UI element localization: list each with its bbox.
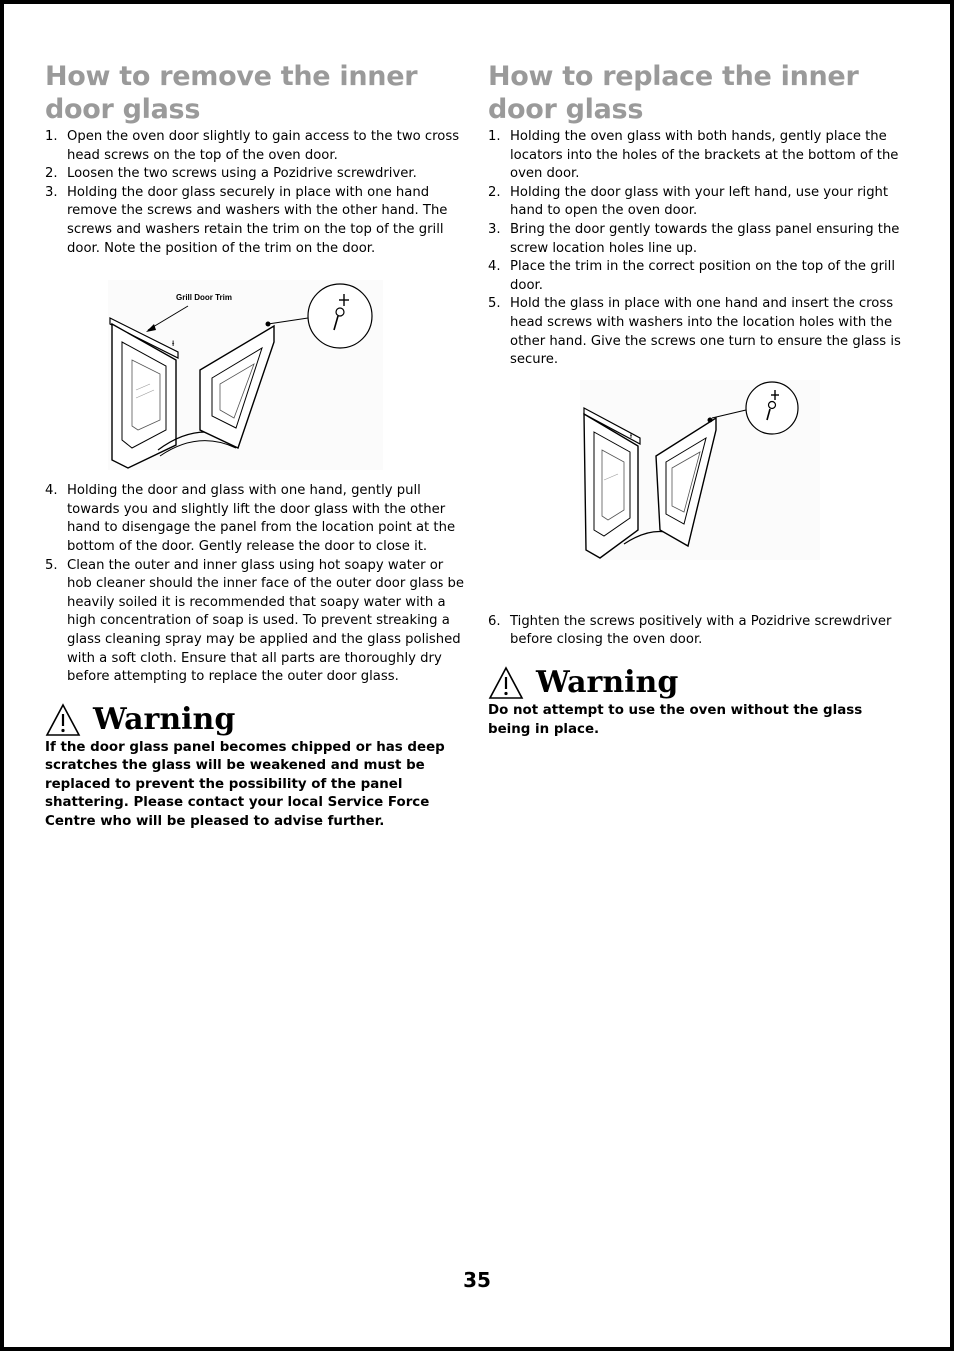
list-item: 4. Place the trim in the correct position on the top of the grill door.	[488, 259, 895, 293]
replace-glass-illustration	[580, 380, 820, 560]
warning-text: Do not attempt to use the oven without the glass being in place.	[488, 702, 863, 737]
warning-triangle-icon	[45, 703, 81, 737]
replace-glass-heading: How to replace the inner door glass	[488, 61, 859, 125]
list-item: 4. Holding the door and glass with one hand, gently pull towards you and slightly lift the door glass with the other hand to disengage the panel from the location point at the bottom of the door. Gently release the door to close it.	[45, 483, 456, 554]
list-item: 2. Loosen the two screws using a Pozidrive screwdriver.	[45, 166, 417, 182]
list-item: 5. Hold the glass in place with one hand and insert the cross head screws with washers into the location holes with the other hand. Give the screws one turn to ensure the glass is secure.	[488, 296, 901, 368]
svg-text:ᵻ: ᵻ	[630, 429, 632, 440]
grill-door-trim-label: Grill Door Trim	[176, 293, 233, 303]
svg-text:ᵻ: ᵻ	[172, 338, 175, 350]
remove-glass-illustration	[108, 280, 383, 470]
remove-glass-heading: How to remove the inner door glass	[45, 61, 418, 125]
list-item: 3. Holding the door glass securely in place with one hand remove the screws and washers with the other hand. The screws and washers retain the trim on the top of the grill door. Note the position of the trim on the door.	[45, 184, 448, 256]
door-glass-diagram	[108, 280, 383, 470]
list-item: 1. Open the oven door slightly to gain access to the two cross head screws on the top of the oven door.	[45, 129, 460, 163]
warning-title: Warning	[536, 664, 679, 700]
door-glass-replace-diagram	[580, 380, 820, 560]
list-item: 6. Tighten the screws positively with a Pozidrive screwdriver before closing the oven door.	[488, 613, 892, 648]
page-number: 35	[463, 1268, 491, 1292]
right-column	[488, 60, 908, 739]
warning-block-left	[45, 703, 465, 832]
list-item: 3. Bring the door gently towards the glass panel ensuring the screw location holes line up.	[488, 221, 900, 256]
remove-steps-list-a	[45, 128, 465, 258]
list-item: 1. Holding the oven glass with both hands, gently place the locators into the holes of the brackets at the bottom of the oven door.	[488, 129, 899, 182]
list-item: 2. Holding the door glass with your left hand, use your right hand to open the oven door.	[488, 184, 889, 219]
list-item: 5. Clean the outer and inner glass using hot soapy water or hob cleaner should the inner face of the outer door glass be heavily soiled it is recommended that soapy water with a high concentration of soap is used. To prevent streaking a glass cleaning spray may be applied and the glass polished with a soft cloth. Ensure that all parts are thoroughly dry before attempting to replace the outer door glass.	[45, 557, 465, 685]
warning-text: If the door glass panel becomes chipped or has deep scratches the glass will be weakened and must be replaced to prevent the possibility of the panel shattering. Please contact your local Service Force Centre who will be pleased to advise further.	[45, 739, 445, 830]
warning-block-right	[488, 666, 908, 739]
left-column	[45, 60, 465, 832]
remove-steps-list-b	[45, 482, 465, 687]
replace-steps-list-a	[488, 128, 908, 370]
warning-triangle-icon	[488, 666, 524, 700]
replace-steps-list-b	[488, 613, 908, 650]
warning-title: Warning	[93, 701, 236, 737]
